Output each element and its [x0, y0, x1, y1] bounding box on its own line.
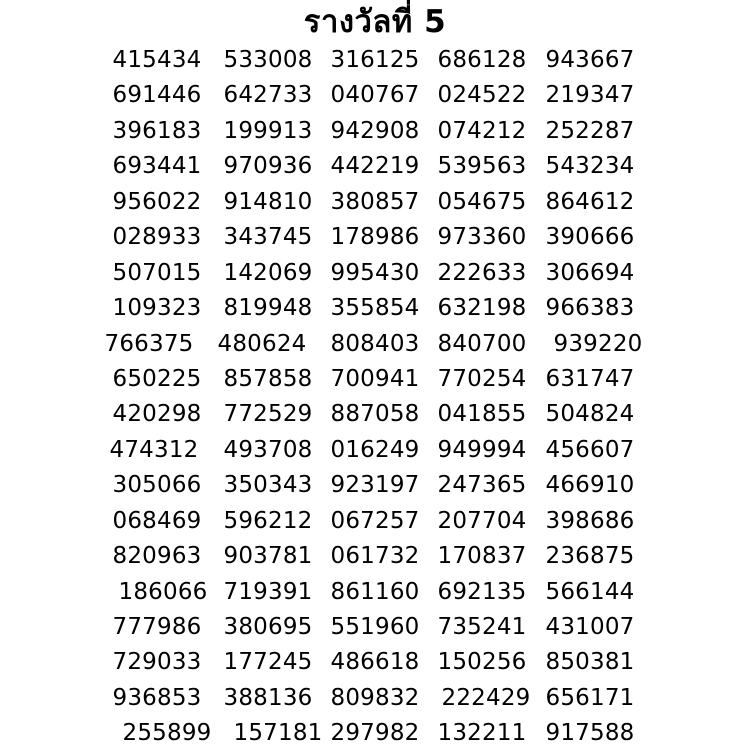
prize-number: 903781 — [223, 543, 313, 570]
number-row — [0, 256, 750, 291]
prize-number: 420298 — [112, 401, 202, 428]
prize-number: 388136 — [223, 684, 313, 711]
number-row — [0, 43, 750, 78]
prize-number: 995430 — [330, 259, 420, 286]
number-row — [0, 362, 750, 397]
prize-number: 350343 — [223, 472, 313, 499]
prize-number: 820963 — [112, 543, 202, 570]
prize-number: 306694 — [545, 259, 635, 286]
prize-number: 809832 — [330, 684, 420, 711]
prize-number: 923197 — [330, 472, 420, 499]
prize-number: 861160 — [330, 578, 420, 605]
prize-number: 632198 — [437, 295, 527, 322]
number-row — [0, 716, 750, 751]
prize-number: 596212 — [223, 507, 313, 534]
prize-number: 956022 — [112, 188, 202, 215]
prize-number: 808403 — [330, 330, 420, 357]
prize-number: 692135 — [437, 578, 527, 605]
prize-number: 642733 — [223, 82, 313, 109]
prize-number: 973360 — [437, 224, 527, 251]
prize-number: 343745 — [223, 224, 313, 251]
number-row — [0, 610, 750, 645]
prize-number: 252287 — [545, 117, 635, 144]
prize-number: 199913 — [223, 117, 313, 144]
prize-number: 486618 — [330, 649, 420, 676]
prize-number: 850381 — [545, 649, 635, 676]
prize-number: 396183 — [112, 117, 202, 144]
prize-number: 222633 — [437, 259, 527, 286]
prize-number: 219347 — [545, 82, 635, 109]
prize-number: 040767 — [330, 82, 420, 109]
prize-number: 970936 — [223, 153, 313, 180]
number-row — [0, 504, 750, 539]
number-row — [0, 291, 750, 326]
prize-number: 735241 — [437, 614, 527, 640]
prize-number: 650225 — [112, 365, 202, 392]
prize-number: 074212 — [437, 117, 527, 144]
prize-number: 415434 — [112, 47, 202, 73]
number-row — [0, 185, 750, 220]
prize-number: 493708 — [223, 436, 313, 463]
number-row — [0, 433, 750, 468]
number-row — [0, 220, 750, 255]
prize-number: 551960 — [330, 614, 420, 640]
prize-number: 770254 — [437, 365, 527, 392]
prize-number: 061732 — [330, 543, 420, 570]
number-row — [0, 149, 750, 184]
number-row — [0, 539, 750, 574]
number-row — [0, 681, 750, 716]
prize-number: 390666 — [545, 224, 635, 251]
prize-number: 504824 — [545, 401, 635, 428]
prize-number: 431007 — [545, 614, 635, 640]
prize-number: 177245 — [223, 649, 313, 676]
prize-number: 700941 — [330, 365, 420, 392]
prize-number: 691446 — [112, 82, 202, 109]
prize-number: 186066 — [118, 578, 208, 605]
prize-number: 305066 — [112, 472, 202, 499]
prize-number: 914810 — [223, 188, 313, 215]
prize-number: 777986 — [112, 614, 202, 640]
prize-number: 355854 — [330, 295, 420, 322]
prize-number: 142069 — [223, 259, 313, 286]
prize-number: 041855 — [437, 401, 527, 428]
prize-number: 178986 — [330, 224, 420, 251]
prize-number: 772529 — [223, 401, 313, 428]
prize-number: 936853 — [112, 684, 202, 711]
number-row — [0, 645, 750, 680]
prize-number: 887058 — [330, 401, 420, 428]
prize-number: 729033 — [112, 649, 202, 676]
prize-title: รางวัลที่ 5 — [303, 4, 447, 40]
prize-number: 474312 — [109, 436, 199, 463]
prize-number: 942908 — [330, 117, 420, 144]
prize-number: 656171 — [545, 684, 635, 711]
number-row — [0, 575, 750, 610]
prize-number: 157181 — [233, 720, 323, 747]
prize-number: 533008 — [223, 47, 313, 73]
prize-number: 247365 — [437, 472, 527, 499]
number-row — [0, 114, 750, 149]
prize-number: 966383 — [545, 295, 635, 322]
number-row — [0, 327, 750, 362]
prize-number: 543234 — [545, 153, 635, 180]
prize-number: 943667 — [545, 47, 635, 73]
prize-number: 442219 — [330, 153, 420, 180]
prize-number: 170837 — [437, 543, 527, 570]
prize-number: 566144 — [545, 578, 635, 605]
prize-number: 507015 — [112, 259, 202, 286]
prize-number: 028933 — [112, 224, 202, 251]
prize-number: 480624 — [217, 330, 307, 357]
prize-number: 840700 — [437, 330, 527, 357]
prize-number: 949994 — [437, 436, 527, 463]
number-row — [0, 78, 750, 113]
prize-number: 068469 — [112, 507, 202, 534]
prize-number: 766375 — [104, 330, 194, 357]
prize-number: 719391 — [223, 578, 313, 605]
number-row — [0, 397, 750, 432]
prize-number: 539563 — [437, 153, 527, 180]
prize-number: 686128 — [437, 47, 527, 73]
prize-number: 222429 — [441, 684, 531, 711]
prize-number: 398686 — [545, 507, 635, 534]
prize-number: 917588 — [545, 720, 635, 747]
prize-number: 067257 — [330, 507, 420, 534]
prize-number: 316125 — [330, 47, 420, 73]
lottery-number-grid — [0, 43, 750, 752]
prize-number: 864612 — [545, 188, 635, 215]
prize-number: 939220 — [553, 330, 643, 357]
prize-number: 016249 — [330, 436, 420, 463]
prize-number: 693441 — [112, 153, 202, 180]
prize-number: 109323 — [112, 295, 202, 322]
prize-number: 054675 — [437, 188, 527, 215]
prize-number: 207704 — [437, 507, 527, 534]
prize-number: 024522 — [437, 82, 527, 109]
number-row — [0, 468, 750, 503]
prize-number: 857858 — [223, 365, 313, 392]
prize-number: 132211 — [437, 720, 527, 747]
prize-number: 456607 — [545, 436, 635, 463]
prize-number: 150256 — [437, 649, 527, 676]
prize-number: 631747 — [545, 365, 635, 392]
prize-number: 380695 — [223, 614, 313, 640]
prize-number: 819948 — [223, 295, 313, 322]
prize-number: 255899 — [122, 720, 212, 747]
prize-number: 297982 — [330, 720, 420, 747]
prize-number: 236875 — [545, 543, 635, 570]
prize-number: 380857 — [330, 188, 420, 215]
prize-number: 466910 — [545, 472, 635, 499]
